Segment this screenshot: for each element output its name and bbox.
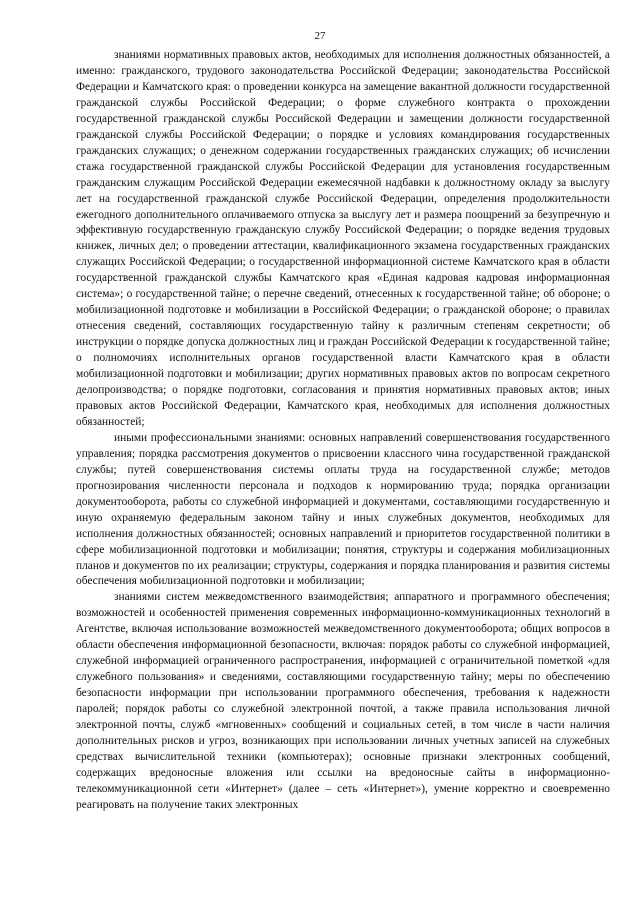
paragraph-systems-knowledge: знаниями систем межведомственного взаимодействия; аппаратного и программного обеспечения; возможностей и особенностей применения современных информационно-коммуникационных технологий в Агентстве, включая использование возможностей межведомственного документооборота; общих вопросов в области обеспечения информационной безопасности, включая: порядок работы со служебной информацией, служебной информацией ограниченного распространения, информацией с ограничительной пометкой «для служебного пользования» и сведениями, составляющими государственную тайну; меры по обеспечению безопасности информации при использовании программного обеспечения, требования к надежности паролей; порядок работы со служебной электронной почтой, а также правила использования личной электронной почты, служб «мгновенных» сообщений и социальных сетей, в том числе в части наличия дополнительных рисков и угроз, возникающих при использовании личных учетных записей на служебных средствах вычислительной техники (компьютерах); основные признаки электронных сообщений, содержащих вредоносные вложения или ссылки на вредоносные сайты в информационно-телекоммуникационной сети «Интернет» (далее – сеть «Интернет»), умение корректно и своевременно реагировать на получение таких электронных (76, 591, 610, 811)
document-body (76, 48, 610, 814)
paragraph-legal-knowledge: знаниями нормативных правовых актов, необходимых для исполнения должностных обязанностей, а именно: гражданского, трудового законодательства Российской Федерации; законодательства Российской Федерации и Камчатского края: о проведении конкурса на замещение вакантной должности государственной гражданской службы Российской Федерации; о форме служебного контракта о прохождении государственной гражданской службы Российской Федерации и замещении должности государственной гражданской службы Российской Федерации; о порядке и условиях командирования государственных гражданских служащих; о денежном содержании государственных гражданских служащих; об исчислении стажа государственной гражданской службы Российской Федерации для установления государственным гражданским служащим Российской Федерации ежемесячной надбавки к должностному окладу за выслугу лет на государственной гражданской службе Российской Федерации, определения продолжительности ежегодного дополнительного оплачиваемого отпуска за выслугу лет и размера поощрений за безупречную и эффективную государственную гражданскую службу Российской Федерации; о порядке ведения трудовых книжек, личных дел; о проведении аттестации, квалификационного экзамена государственных гражданских служащих Российской Федерации; о государственной информационной системе Камчатского края в области государственной гражданской службы Камчатского края «Единая кадровая кадровая информационная система»; о государственной тайне; о перечне сведений, отнесенных к государственной тайне; об обороне; о мобилизационной подготовке и мобилизации в Российской Федерации; о гражданской обороне; о правилах отнесения сведений, составляющих государственную тайну к различным степеням секретности; об инструкции о порядке допуска должностных лиц и граждан Российской Федерации к государственной тайне; о полномочиях исполнительных органов государственной власти Камчатского края в области мобилизационной подготовки и мобилизации; других нормативных правовых актов по вопросам секретного делопроизводства; о порядке подготовки, согласования и принятия нормативных правовых актов; иных правовых актов Российской Федерации, Камчатского края, необходимых для исполнения должностных обязанностей; (76, 49, 610, 428)
paragraph-professional-knowledge: иными профессиональными знаниями: основных направлений совершенствования государственного управления; порядка рассмотрения документов о присвоении классного чина государственной гражданской службы; путей совершенствования системы оплаты труда на государственной службе; методов прогнозирования численности персонала и подходов к нормированию труда; порядка организации документооборота, работы со служебной информацией и документами, составляющими государственную и иную охраняемую федеральным законом тайну и иных служебных документов, необходимых для исполнения должностных обязанностей; основных направлений и приоритетов государственной политики в сфере мобилизационной подготовки и мобилизации; понятия, структуры и содержания мобилизационных планов и документов по их реализации; структуры, содержания и порядка планирования и развития системы обеспечения мобилизационной подготовки и мобилизации; (76, 431, 610, 588)
page-number: 27 (314, 30, 326, 42)
